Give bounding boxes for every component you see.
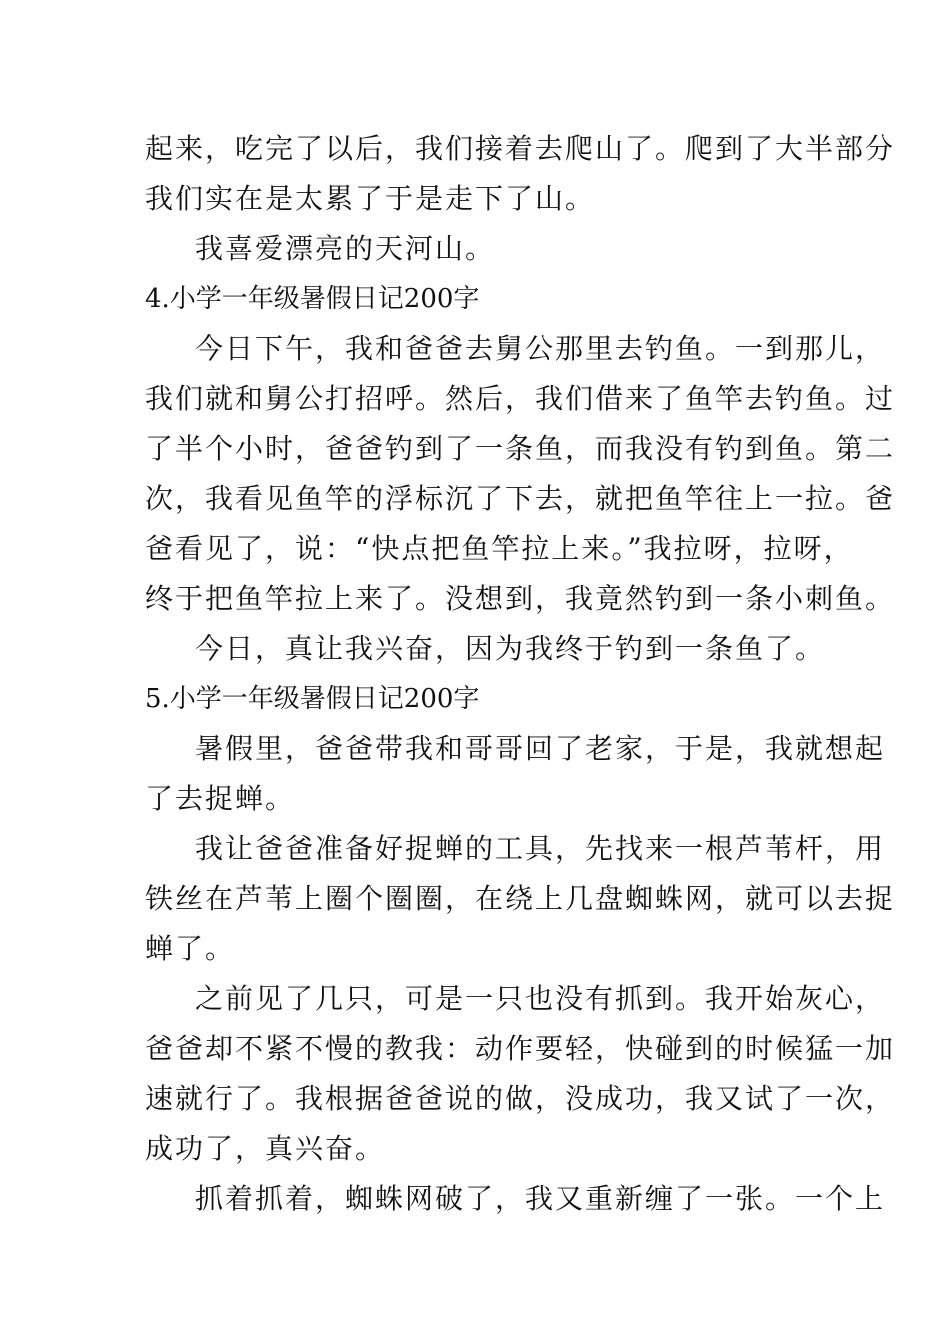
body-text-line: 蝉了。 [145, 932, 236, 965]
body-text-line: 我们就和舅公打招呼。然后，我们借来了鱼竿去钓鱼。过 [145, 382, 896, 415]
body-text-line: 之前见了几只，可是一只也没有抓到。我开始灰心， [195, 982, 886, 1015]
body-text-line: 我喜爱漂亮的天河山。 [195, 232, 496, 265]
body-text-line: 成功了，真兴奋。 [145, 1132, 386, 1165]
section-heading: 4.小学一年级暑假日记200字 [145, 284, 480, 314]
body-text-line: 今日下午，我和爸爸去舅公那里去钓鱼。一到那儿， [195, 332, 886, 365]
body-text-line: 爸爸却不紧不慢的教我：动作要轻，快碰到的时候猛一加 [145, 1032, 896, 1065]
body-text-line: 次，我看见鱼竿的浮标沉了下去，就把鱼竿往上一拉。爸 [145, 482, 896, 515]
body-text-line: 速就行了。我根据爸爸说的做，没成功，我又试了一次， [145, 1082, 896, 1115]
section-heading: 5.小学一年级暑假日记200字 [145, 684, 480, 714]
body-text-line: 终于把鱼竿拉上来了。没想到，我竟然钓到一条小刺鱼。 [145, 582, 896, 615]
body-text-line: 我让爸爸准备好捉蝉的工具，先找来一根芦苇杆，用 [195, 832, 886, 865]
body-text-line: 我们实在是太累了于是走下了山。 [145, 182, 596, 215]
body-text-line: 今日，真让我兴奋，因为我终于钓到一条鱼了。 [195, 632, 826, 665]
body-text-line: 暑假里，爸爸带我和哥哥回了老家，于是，我就想起 [195, 732, 886, 765]
body-text-line: 抓着抓着，蜘蛛网破了，我又重新缠了一张。一个上 [195, 1182, 886, 1215]
body-text-line: 起来，吃完了以后，我们接着去爬山了。爬到了大半部分 [145, 132, 896, 165]
body-text-line: 了去捉蝉。 [145, 782, 296, 815]
body-text-line: 爸看见了，说：“快点把鱼竿拉上来。”我拉呀，拉呀， [145, 532, 854, 565]
body-text-line: 了半个小时，爸爸钓到了一条鱼，而我没有钓到鱼。第二 [145, 432, 896, 465]
body-text-line: 铁丝在芦苇上圈个圈圈，在绕上几盘蜘蛛网，就可以去捉 [145, 882, 896, 915]
